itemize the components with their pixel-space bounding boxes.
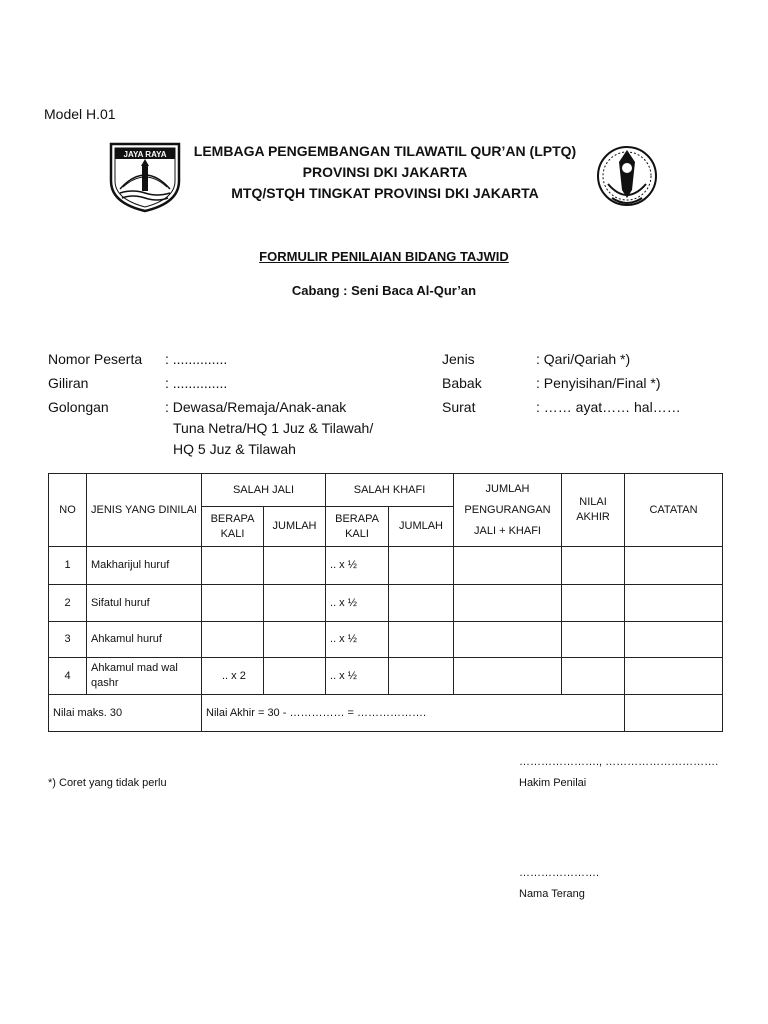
golongan-label: Golongan [48, 399, 109, 415]
table-footer-row [49, 695, 723, 732]
header-salah-jali: SALAH JALI [202, 474, 326, 507]
table-row [49, 585, 723, 622]
row-no: 1 [49, 547, 87, 585]
row-khafi-berapa: .. x ½ [326, 622, 389, 658]
row-no: 2 [49, 585, 87, 622]
giliran-label: Giliran [48, 375, 89, 391]
golongan-value-3: HQ 5 Juz & Tilawah [173, 441, 296, 457]
date-place-line: …………………., …………………………. [519, 756, 719, 768]
header-salah-khafi: SALAH KHAFI [326, 474, 454, 507]
row-no: 4 [49, 658, 87, 695]
scoring-table [48, 473, 723, 732]
row-catatan [625, 658, 723, 695]
giliran-value: : .............. [165, 375, 228, 391]
header-khafi-jumlah: JUMLAH [389, 507, 454, 547]
row-jumlah-pengurangan [454, 585, 562, 622]
header-nilai-akhir: NILAI AKHIR [562, 474, 625, 547]
row-jenis: Makharijul huruf [87, 547, 202, 585]
row-no: 3 [49, 622, 87, 658]
nilai-maks: Nilai maks. 30 [49, 695, 202, 732]
footer-catatan [625, 695, 723, 732]
nilai-akhir-formula: Nilai Akhir = 30 - …………… = ………………. [202, 695, 625, 732]
golongan-value-2: Tuna Netra/HQ 1 Juz & Tilawah/ [173, 420, 374, 436]
surat-value: : …… ayat…… hal…… [536, 399, 681, 415]
table-row [49, 658, 723, 695]
row-jenis: Sifatul huruf [87, 585, 202, 622]
row-khafi-jumlah [389, 658, 454, 695]
golongan-value-1: : Dewasa/Remaja/Anak-anak [165, 399, 347, 415]
row-jali-berapa: .. x 2 [202, 658, 264, 695]
header-jumlah-pengurangan-line-2: PENGURANGAN [464, 503, 551, 516]
surat-label: Surat [442, 399, 476, 415]
header-khafi-berapa-kali: BERAPA KALI [326, 507, 389, 547]
nomor-peserta-label: Nomor Peserta [48, 351, 143, 367]
row-nilai-akhir [562, 547, 625, 585]
header-jumlah-pengurangan [454, 474, 562, 547]
row-catatan [625, 547, 723, 585]
nama-terang-label: Nama Terang [519, 888, 585, 900]
babak-label: Babak [442, 375, 482, 391]
model-code: Model H.01 [44, 106, 116, 122]
header-line-1: LEMBAGA PENGEMBANGAN TILAWATIL QUR’AN (LPTQ) [193, 143, 577, 159]
row-jenis: Ahkamul huruf [87, 622, 202, 658]
babak-value: : Penyisihan/Final *) [536, 375, 661, 391]
header-jali-jumlah: JUMLAH [264, 507, 326, 547]
row-jumlah-pengurangan [454, 547, 562, 585]
header-line-2: PROVINSI DKI JAKARTA [302, 164, 468, 180]
row-jali-berapa [202, 585, 264, 622]
emblem-motto: JAYA RAYA [123, 150, 167, 159]
header-no: NO [49, 474, 87, 547]
row-jumlah-pengurangan [454, 622, 562, 658]
row-khafi-berapa: .. x ½ [326, 547, 389, 585]
cabang-line: Cabang : Seni Baca Al-Qur’an [291, 283, 477, 298]
header-catatan: CATATAN [625, 474, 723, 547]
row-khafi-jumlah [389, 585, 454, 622]
jenis-label: Jenis [442, 351, 475, 367]
row-jumlah-pengurangan [454, 658, 562, 695]
row-nilai-akhir [562, 622, 625, 658]
row-khafi-jumlah [389, 547, 454, 585]
row-nilai-akhir [562, 585, 625, 622]
header-jumlah-pengurangan-line-1: JUMLAH [485, 482, 530, 495]
form-title: FORMULIR PENILAIAN BIDANG TAJWID [259, 249, 509, 264]
row-jali-jumlah [264, 547, 326, 585]
hakim-penilai-label: Hakim Penilai [519, 777, 587, 789]
table-row [49, 547, 723, 585]
row-catatan [625, 585, 723, 622]
row-jali-jumlah [264, 658, 326, 695]
header-jenis: JENIS YANG DINILAI [87, 474, 202, 547]
row-jenis: Ahkamul mad wal qashr [87, 658, 202, 695]
row-catatan [625, 622, 723, 658]
header-jumlah-pengurangan-line-3: JALI + KHAFI [474, 524, 541, 537]
nomor-peserta-value: : .............. [165, 351, 228, 367]
table-row [49, 622, 723, 658]
row-jali-berapa [202, 547, 264, 585]
row-khafi-jumlah [389, 622, 454, 658]
header-jali-berapa-kali: BERAPA KALI [202, 507, 264, 547]
jenis-value: : Qari/Qariah *) [536, 351, 631, 367]
row-jali-jumlah [264, 585, 326, 622]
row-jali-jumlah [264, 622, 326, 658]
row-khafi-berapa: .. x ½ [326, 658, 389, 695]
footnote: *) Coret yang tidak perlu [48, 777, 167, 789]
row-nilai-akhir [562, 658, 625, 695]
row-jali-berapa [202, 622, 264, 658]
name-line: …………………. [519, 867, 600, 879]
header-line-3: MTQ/STQH TINGKAT PROVINSI DKI JAKARTA [231, 185, 539, 201]
row-khafi-berapa: .. x ½ [326, 585, 389, 622]
lptq-emblem-logo [594, 140, 660, 217]
